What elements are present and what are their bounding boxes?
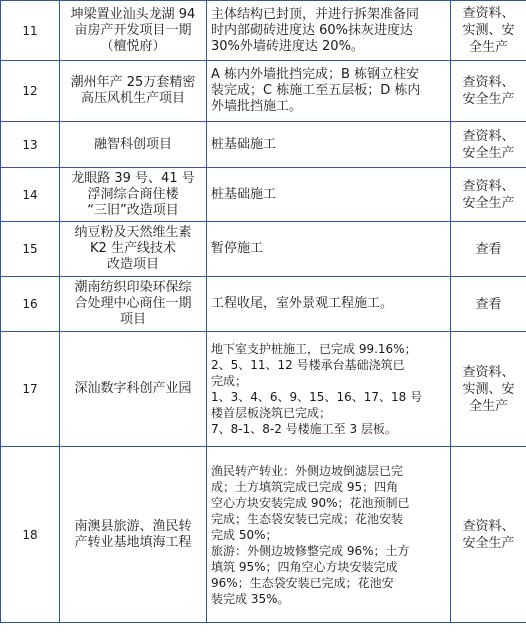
progress-line: 空心方块安装完成 90%；花池预制已 [211,495,410,510]
project-name-line: 深汕数字科创产业园 [74,381,192,396]
project-name [60,61,207,122]
action-line: 安全生产 [462,535,515,551]
action-line: 查资料、 [462,178,515,194]
inspection-action [451,168,526,222]
action-line: 安全生产 [462,92,515,107]
progress-line: 装完成；C 栋施工至五层板；D 栋内 [211,83,421,98]
row-number: 13 [1,122,60,168]
project-name-line: 浮洞综合商住楼 [87,186,179,202]
project-name-line: 坤梁置业汕头龙湖 94 [70,6,196,22]
inspection-action [451,447,526,623]
progress-line: 桩基础施工 [211,136,277,152]
project-name-line: 融智科创项目 [93,136,172,152]
project-name [60,447,207,623]
project-name-line: 合处理中心商住一期 [74,296,192,311]
progress-cell [207,222,451,277]
progress-line: 96%；生态袋安装已完成；花池安 [211,575,394,590]
progress-line: 完成 50%； [211,527,278,542]
progress-line: 2、5、11、12 号楼承台基础浇筑已 [211,358,405,372]
row-number: 11 [1,1,60,61]
project-name-line: 潮南纺织印染环保综 [74,280,192,295]
progress-cell [207,332,451,447]
project-name-line: K2 生产线技术 [90,241,176,256]
row-number: 17 [1,332,60,447]
table-row [1,277,526,332]
action-line: 查资料、 [462,6,515,21]
project-name-line: “三旧”改造项目 [87,202,179,218]
inspection-action [451,277,526,332]
progress-line: 地下室支护桩施工，已完成 99.16%； [211,342,417,356]
project-name-line: 潮州年产 25万套精密 [70,75,196,90]
progress-line: 成；土方填筑完成已完成 95；四角 [211,479,399,494]
project-name [60,1,207,61]
progress-cell [207,277,451,332]
project-name [60,222,207,277]
action-line: 查资料、 [462,518,515,534]
progress-cell [207,61,451,122]
progress-line: 30%外墙砖进度达 20%。 [211,38,364,54]
table-body [1,1,526,623]
row-number: 15 [1,222,60,277]
project-name-line: 南澳县旅游、渔民转 [74,518,192,534]
action-line: 全生产 [468,398,508,414]
progress-line: 外墙批挡施工。 [211,99,303,114]
project-name-line: 龙眼路 39 号、41 号 [71,170,195,186]
project-name-line: 高压风机生产项目 [80,91,185,106]
progress-line: 时内部砌砖进度达 60%抹灰进度达 [211,22,414,38]
progress-line: 完成；生态袋安装已完成；花池安装 [211,511,404,526]
progress-cell [207,1,451,61]
project-name [60,168,207,222]
table-row [1,1,526,61]
progress-line: 1、3、4、6、9、15、16、17、18 号 [211,390,423,404]
inspection-action [451,222,526,277]
table-row [1,332,526,447]
action-line: 安全生产 [462,195,515,211]
project-name-line: 纳豆粉及天然维生素 [74,225,192,240]
action-line: 查资料、 [462,128,515,144]
progress-cell [207,168,451,222]
progress-line: 渔民转产转业：外侧边坡倒滤层已完 [211,463,404,478]
table-row [1,122,526,168]
table-row [1,447,526,623]
table-row [1,168,526,222]
progress-line: 装完成 35%。 [211,591,290,606]
progress-cell [207,447,451,623]
action-line: 查资料、 [462,364,515,380]
progress-line: 旅游：外侧边坡修整完成 96%；土方 [211,543,410,558]
project-name-line: 改造项目 [106,257,159,272]
progress-line: A 栋内外墙批挡完成；B 栋钢立柱安 [211,67,420,82]
project-name [60,332,207,447]
progress-line: 完成； [211,374,248,388]
progress-line: 7、8-1、8-2 号楼施工至 3 层板。 [211,422,397,436]
project-name-line: 亩房产开发项目一期 [74,22,192,38]
action-line: 查看 [475,296,502,312]
progress-line: 填筑 95%；四角空心方块安装完成 [211,559,398,574]
progress-line: 暂停施工 [211,241,264,256]
action-line: 安全生产 [462,145,515,161]
project-name-line: 产转业基地填海工程 [74,534,192,550]
inspection-action [451,61,526,122]
table-row [1,61,526,122]
progress-line: 主体结构已封顶，并进行拆架准备同 [211,6,420,22]
action-line: 全生产 [468,40,508,55]
row-number: 16 [1,277,60,332]
row-number: 18 [1,447,60,623]
project-name [60,122,207,168]
project-name [60,277,207,332]
table-row [1,222,526,277]
project-name-line: （檀悦府） [100,38,166,54]
row-number: 12 [1,61,60,122]
action-line: 实测、安 [462,23,515,38]
action-line: 查资料、 [462,75,515,90]
progress-line: 楼首层板浇筑已完成； [211,406,332,420]
row-number: 14 [1,168,60,222]
inspection-action [451,1,526,61]
progress-line: 工程收尾，室外景观工程施工。 [211,296,394,311]
action-line: 实测、安 [462,381,515,397]
inspection-action [451,332,526,447]
inspection-action [451,122,526,168]
progress-line: 桩基础施工 [211,186,277,202]
project-name-line: 项目 [119,312,146,327]
action-line: 查看 [475,241,502,257]
progress-cell [207,122,451,168]
